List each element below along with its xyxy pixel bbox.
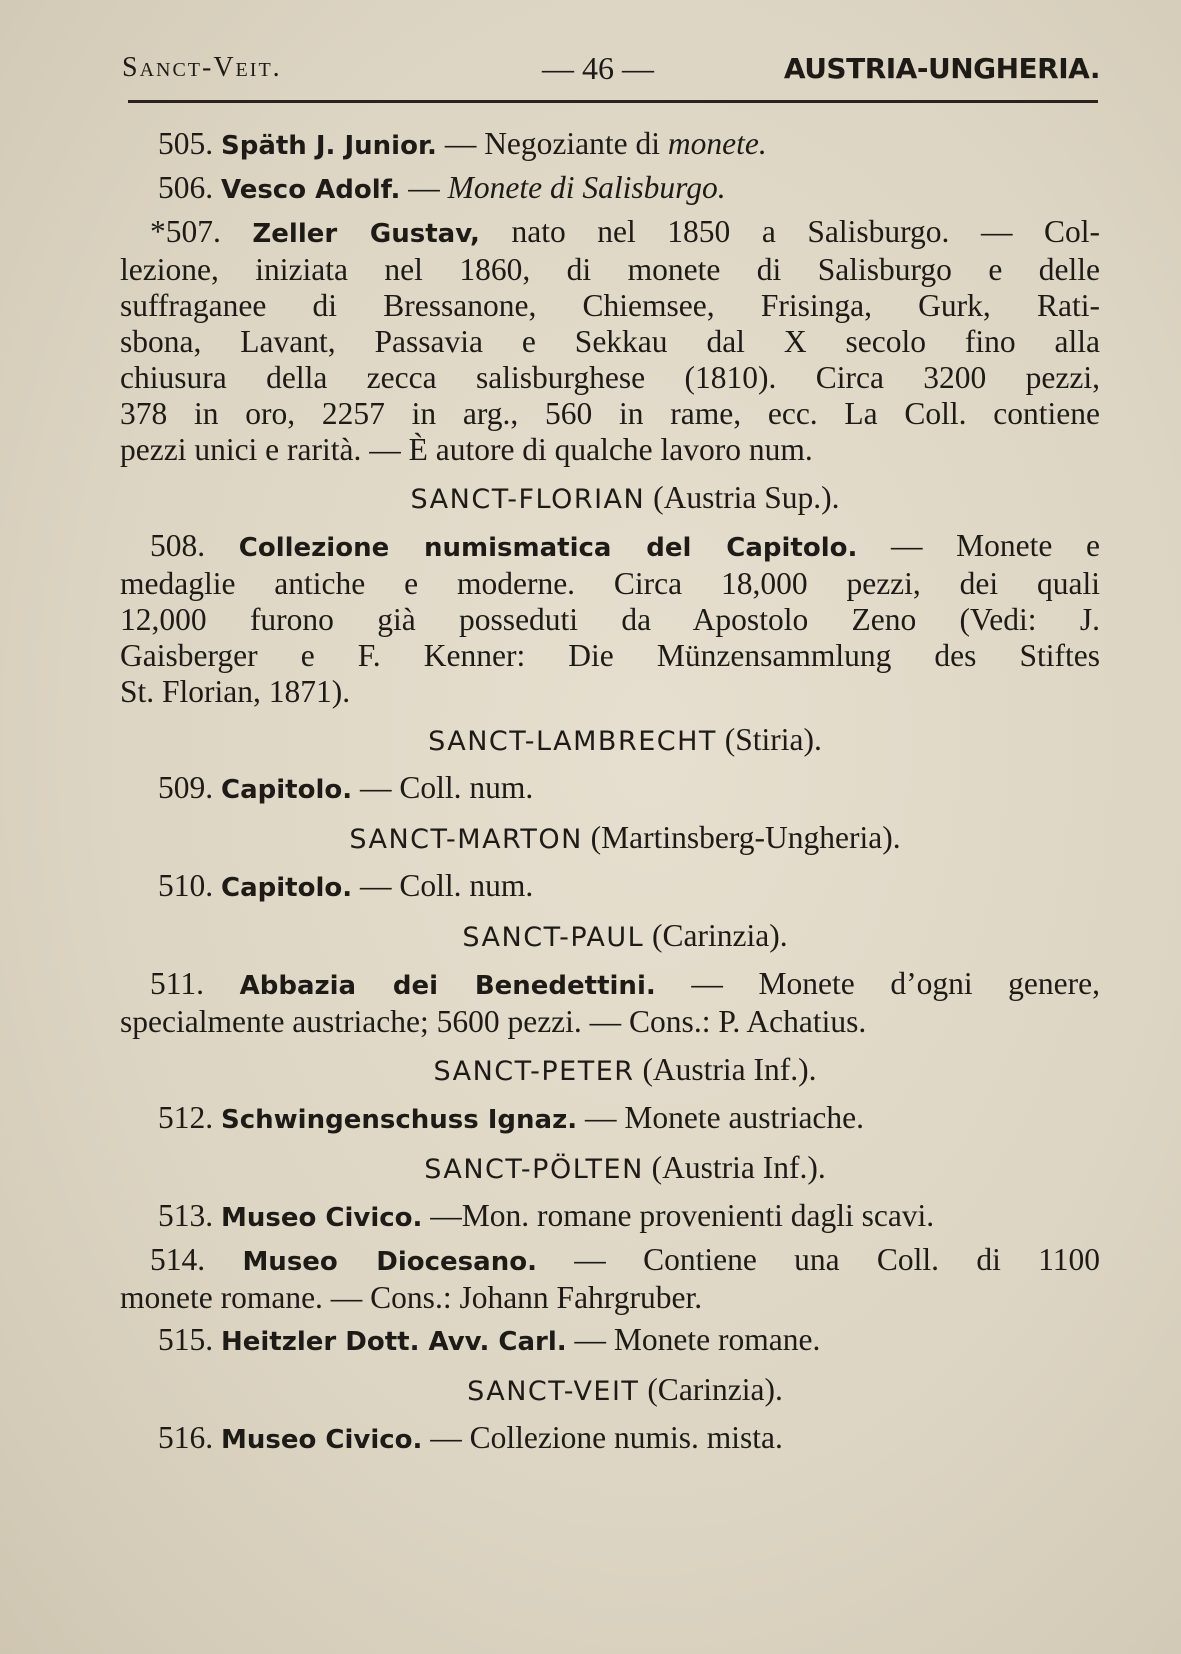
entry-name: Zeller Gustav,: [252, 219, 480, 249]
city-name: SANCT-PETER: [433, 1056, 635, 1087]
entry-number: 515.: [158, 1322, 214, 1357]
entry-line: suffraganee di Bressanone, Chiemsee, Frisinga, Gurk, Rati-: [120, 288, 1100, 323]
entry-514: [120, 1242, 1100, 1316]
entry-text-italic: monete.: [667, 126, 767, 161]
entry-507: [120, 214, 1100, 468]
running-head-left: Sanct-Veit.: [122, 52, 282, 83]
city-name: SANCT-VEIT: [467, 1376, 640, 1407]
entry-text-italic: Monete di Salisburgo.: [447, 170, 726, 205]
section-heading: [120, 1372, 1100, 1410]
entry-number: 506.: [158, 170, 214, 205]
entry-name: Collezione numismatica del Capitolo.: [238, 533, 858, 563]
entry-name: Capitolo.: [221, 775, 353, 805]
header-rule: [128, 100, 1098, 103]
entry-text: — Monete austriache.: [584, 1100, 865, 1135]
entry-name: Museo Civico.: [221, 1203, 423, 1233]
entry-text: —Mon. romane provenienti dagli scavi.: [430, 1198, 935, 1233]
entry-number: 512.: [158, 1100, 214, 1135]
page-number: — 46 —: [542, 50, 654, 86]
region-name: (Carinzia).: [647, 1372, 783, 1407]
region-name: (Austria Sup.).: [653, 480, 840, 515]
section-heading: [120, 480, 1100, 518]
entry-509: [120, 770, 1100, 808]
city-name: SANCT-PÖLTEN: [424, 1154, 644, 1185]
entry-512: [120, 1100, 1100, 1138]
entry-number: *507.: [150, 214, 221, 249]
entry-number: 510.: [158, 868, 214, 903]
region-name: (Martinsberg-Ungheria).: [590, 820, 901, 855]
entry-number: 513.: [158, 1198, 214, 1233]
section-heading: [120, 722, 1100, 760]
entry-506: [120, 170, 1100, 208]
entry-name: Späth J. Junior.: [221, 131, 437, 161]
entry-name: Vesco Adolf.: [221, 175, 401, 205]
entry-line: [120, 1242, 1100, 1280]
entry-text: nato nel 1850 a Salisburgo. — Col-: [511, 214, 1100, 249]
entry-line: lezione, iniziata nel 1860, di monete di Salisburgo e delle: [120, 252, 1100, 287]
region-name: (Carinzia).: [652, 918, 788, 953]
entry-text: — Negoziante di: [436, 126, 668, 161]
entry-text: — Coll. num.: [359, 868, 534, 903]
entry-line: St. Florian, 1871).: [120, 674, 351, 709]
city-name: SANCT-PAUL: [462, 922, 645, 953]
entry-name: Heitzler Dott. Avv. Carl.: [221, 1327, 567, 1357]
entry-name: Capitolo.: [221, 873, 353, 903]
running-head-right: AUSTRIA-UNGHERIA.: [783, 52, 1100, 85]
entry-510: [120, 868, 1100, 906]
entry-line: 12,000 furono già posseduti da Apostolo Zeno (Vedi: J.: [120, 602, 1100, 637]
entry-line: 378 in oro, 2257 in arg., 560 in rame, ecc. La Coll. contiene: [120, 396, 1100, 431]
entry-516: [120, 1420, 1100, 1458]
entry-511: [120, 966, 1100, 1040]
entry-number: 511.: [150, 966, 204, 1001]
running-head: [122, 52, 1100, 96]
entry-name: Museo Civico.: [221, 1425, 423, 1455]
entry-515: [120, 1322, 1100, 1360]
entry-513: [120, 1198, 1100, 1236]
page-body: [120, 126, 1100, 1464]
entry-number: 516.: [158, 1420, 214, 1455]
section-heading: [120, 1150, 1100, 1188]
entry-name: Abbazia dei Benedettini.: [239, 971, 656, 1001]
entry-line: [120, 966, 1100, 1004]
entry-text: — Contiene una Coll. di 1100: [574, 1242, 1100, 1277]
entry-number: 508.: [150, 528, 206, 563]
entry-line: pezzi unici e rarità. — È autore di qualche lavoro num.: [120, 432, 813, 467]
entry-number: 509.: [158, 770, 214, 805]
entry-505: [120, 126, 1100, 164]
entry-text: — Monete romane.: [574, 1322, 821, 1357]
entry-number: 505.: [158, 126, 214, 161]
region-name: (Austria Inf.).: [651, 1150, 826, 1185]
entry-508: [120, 528, 1100, 710]
entry-line: [120, 528, 1100, 566]
city-name: SANCT-FLORIAN: [410, 484, 646, 515]
city-name: SANCT-MARTON: [349, 824, 583, 855]
section-heading: [120, 820, 1100, 858]
entry-line: chiusura della zecca salisburghese (1810). Circa 3200 pezzi,: [120, 360, 1100, 395]
entry-text: —: [400, 170, 448, 205]
entry-line: [120, 214, 1100, 252]
section-heading: [120, 1052, 1100, 1090]
entry-name: Schwingenschuss Ignaz.: [221, 1105, 578, 1135]
entry-text: — Coll. num.: [359, 770, 534, 805]
section-heading: [120, 918, 1100, 956]
entry-line: sbona, Lavant, Passavia e Sekkau dal X secolo fino alla: [120, 324, 1100, 359]
entry-line: specialmente austriache; 5600 pezzi. — Cons.: P. Achatius.: [120, 1004, 867, 1039]
entry-text: — Monete d’ogni genere,: [691, 966, 1100, 1001]
entry-text: — Collezione numis. mista.: [430, 1420, 783, 1455]
entry-name: Museo Diocesano.: [242, 1247, 537, 1277]
entry-number: 514.: [150, 1242, 206, 1277]
region-name: (Stiria).: [724, 722, 822, 757]
city-name: SANCT-LAMBRECHT: [428, 726, 717, 757]
region-name: (Austria Inf.).: [642, 1052, 817, 1087]
entry-line: medaglie antiche e moderne. Circa 18,000 pezzi, dei quali: [120, 566, 1100, 601]
entry-text: — Monete e: [891, 528, 1100, 563]
entry-line: Gaisberger e F. Kenner: Die Münzensammlung des Stiftes: [120, 638, 1100, 673]
entry-line: monete romane. — Cons.: Johann Fahrgruber.: [120, 1280, 703, 1315]
